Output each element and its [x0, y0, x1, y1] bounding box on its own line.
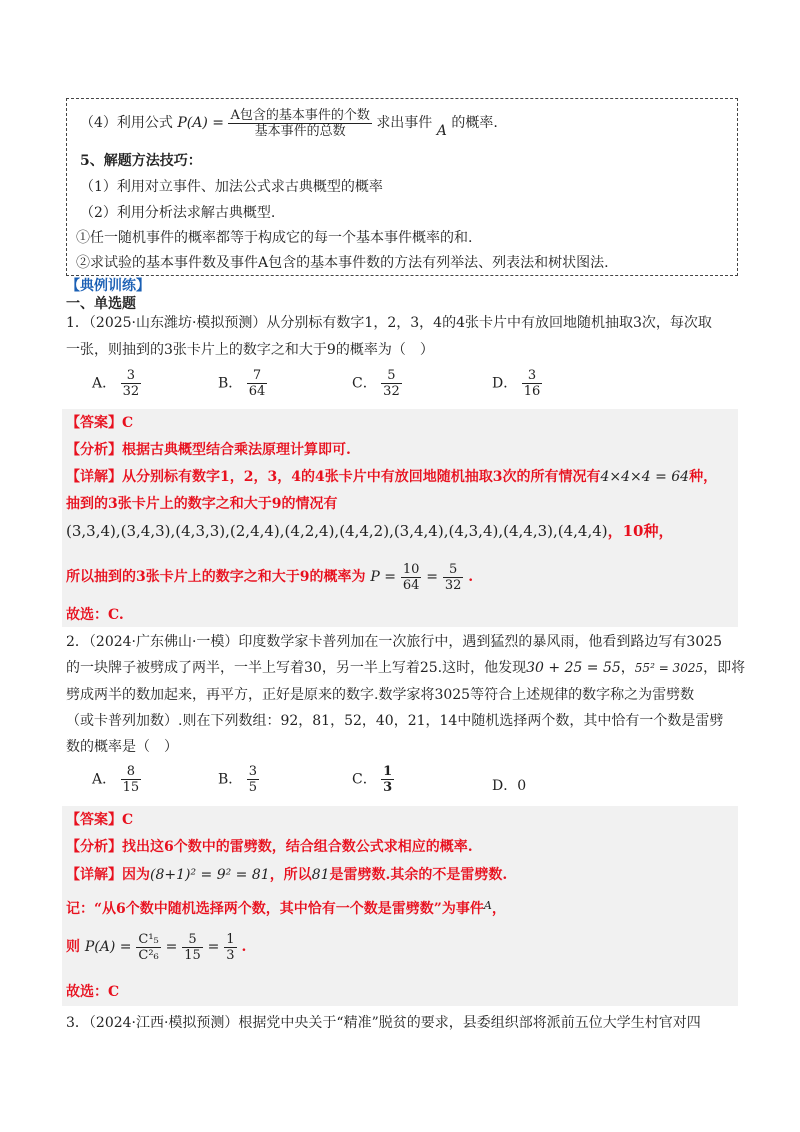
tip-2: （2）利用分析法求解古典概型. — [80, 205, 276, 221]
q1-stem-line2: 一张，则抽到的3张卡片上的数字之和大于9的概率为（ ） — [66, 342, 434, 358]
q2-option-a: A． $\frac{8}{15}$ — [92, 764, 140, 795]
q1-option-c: C． $\frac{5}{32}$ — [352, 368, 400, 399]
q1-tuples: (3,3,4),(3,4,3),(4,3,3),(2,4,4),(4,2,4),(4,4,2),(3,4,4),(4,3,4),(4,4,3),(4,4,4)，10种， — [66, 522, 674, 540]
q2-stem-line2: 的一块牌子被劈成了两半，一半上写着30，另一半上写着25.这时，他发现30 + 25 = 55，55² = 3025，即将 — [66, 660, 746, 676]
q2-answer: 【答案】C — [66, 812, 134, 828]
q1-detail-2: 抽到的3张卡片上的数字之和大于9的情况有 — [66, 496, 338, 512]
q2-choice: 故选：C — [66, 984, 120, 1000]
q1-choice: 故选：C. — [66, 607, 124, 623]
section-title: 【典例训练】 — [66, 278, 150, 294]
section-subtitle: 一、单选题 — [66, 296, 136, 312]
q1-option-d: D． $\frac{3}{16}$ — [492, 368, 541, 399]
step4-line: （4）利用公式 P(A) = $\frac{\text{A包含的基本事件的个数}}{\text{基本事件的总数}}$ 求出事件 A 的概率. — [80, 107, 498, 139]
q2-option-b: B． $\frac{3}{5}$ — [218, 764, 258, 795]
q1-detail-4: 所以抽到的3张卡片上的数字之和大于9的概率为 P = $\frac{10}{64}$ = $\frac{5}{32}$ . — [66, 561, 474, 593]
formula-fraction: $\frac{\text{A包含的基本事件的个数}}{\text{基本事件的总数}}$ — [230, 107, 370, 139]
tip-1: （1）利用对立事件、加法公式求古典概型的概率 — [80, 179, 383, 195]
q2-stem-line1: 2．（2024·广东佛山·一模）印度数学家卡普列加在一次旅行中，遇到猛烈的暴风雨，他看到路边写有3025 — [66, 634, 723, 650]
formula-lhs: P(A) = — [177, 115, 225, 131]
tips-heading: 5、解题方法技巧： — [80, 153, 202, 169]
q3-stem-line1: 3．（2024·江西·模拟预测）根据党中央关于“精准”脱贫的要求，县委组织部将派前五位大学生村官对四 — [66, 1015, 701, 1031]
tip-3: ①任一随机事件的概率都等于构成它的每一个基本事件概率的和. — [76, 230, 473, 246]
q2-stem-line4: （或卡普列加数）.则在下列数组：92，81，52，40，21，14中随机选择两个数，其中恰有一个数是雷劈 — [66, 713, 724, 729]
q2-option-d: D．0 — [492, 778, 527, 794]
q2-detail-3: 则 P(A) = $\frac{\text{C¹₅}}{\text{C²₆}}$ = $\frac{5}{15}$ = $\frac{1}{3}$ . — [66, 931, 247, 963]
q1-option-a: A． $\frac{3}{32}$ — [92, 368, 140, 399]
q2-stem-line5: 数的概率是（ ） — [66, 739, 178, 755]
q1-option-b: B． $\frac{7}{64}$ — [218, 368, 266, 399]
q2-detail-2: 记：“从6个数中随机选择两个数，其中恰有一个数是雷劈数”为事件$^A$， — [66, 899, 506, 917]
q1-answer: 【答案】C — [66, 415, 134, 431]
tip-4: ②求试验的基本事件数及事件A包含的基本事件数的方法有列举法、列表法和树状图法. — [76, 255, 609, 271]
q1-detail-1: 【详解】从分别标有数字1，2，3，4的4张卡片中有放回地随机抽取3次的所有情况有4×4×4 = 64种， — [66, 469, 718, 485]
q2-option-c: C． $\frac{1}{3}$ — [352, 764, 393, 795]
q1-analysis: 【分析】根据古典概型结合乘法原理计算即可. — [66, 442, 351, 458]
q2-analysis: 【分析】找出这6个数中的雷劈数，结合组合数公式求相应的概率. — [66, 839, 473, 855]
q2-detail-1: 【详解】因为(8+1)² = 9² = 81，所以81是雷劈数.其余的不是雷劈数. — [66, 867, 508, 883]
q2-stem-line3: 劈成两半的数加起来，再平方，正好是原来的数字.数学家将3025等符合上述规律的数字称之为雷劈数 — [66, 687, 695, 703]
q1-stem-line1: 1．（2025·山东潍坊·模拟预测）从分别标有数字1，2，3，4的4张卡片中有放回地随机抽取3次，每次取 — [66, 315, 712, 331]
